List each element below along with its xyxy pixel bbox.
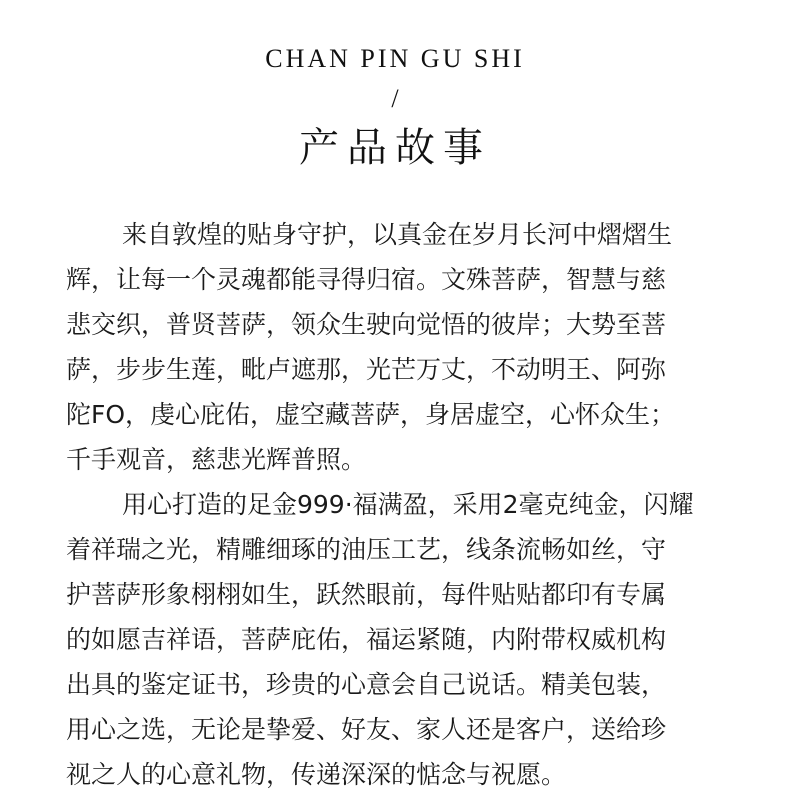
text-line: 来自敦煌的贴身守护，以真金在岁月长河中熠熠生 — [122, 220, 673, 249]
heading-divider: / — [391, 84, 399, 113]
text-line: 护菩萨形象栩栩如生，跃然眼前，每件贴贴都印有专属 — [66, 580, 667, 609]
text-line: 的如愿吉祥语，菩萨庇佑，福运紧随，内附带权威机构 — [66, 625, 667, 654]
text-line: 用心打造的足金999·福满盈，采用2毫克纯金，闪耀 — [122, 490, 694, 519]
text-line: 视之人的心意礼物，传递深深的惦念与祝愿。 — [66, 760, 567, 789]
story-body — [66, 212, 726, 797]
text-line: 着祥瑞之光，精雕细琢的油压工艺，线条流畅如丝，守 — [66, 535, 667, 564]
text-line: 辉，让每一个灵魂都能寻得归宿。文殊菩萨，智慧与慈 — [66, 265, 667, 294]
story-paragraph-2 — [66, 482, 726, 797]
text-line: 陀FO，虔心庇佑，虚空藏菩萨，身居虚空，心怀众生； — [66, 400, 676, 429]
story-paragraph-1 — [66, 212, 726, 482]
text-line: 悲交织，普贤菩萨，领众生驶向觉悟的彼岸；大势至菩 — [66, 310, 667, 339]
pinyin-heading: CHAN PIN GU SHI — [265, 44, 525, 73]
text-line: 千手观音，慈悲光辉普照。 — [66, 445, 367, 474]
page-title: 产品故事 — [299, 125, 491, 171]
text-line: 用心之选，无论是挚爱、好友、家人还是客户，送给珍 — [66, 715, 667, 744]
text-line: 萨，步步生莲，毗卢遮那，光芒万丈，不动明王、阿弥 — [66, 355, 667, 384]
text-line: 出具的鉴定证书，珍贵的心意会自己说话。精美包装， — [66, 670, 667, 699]
